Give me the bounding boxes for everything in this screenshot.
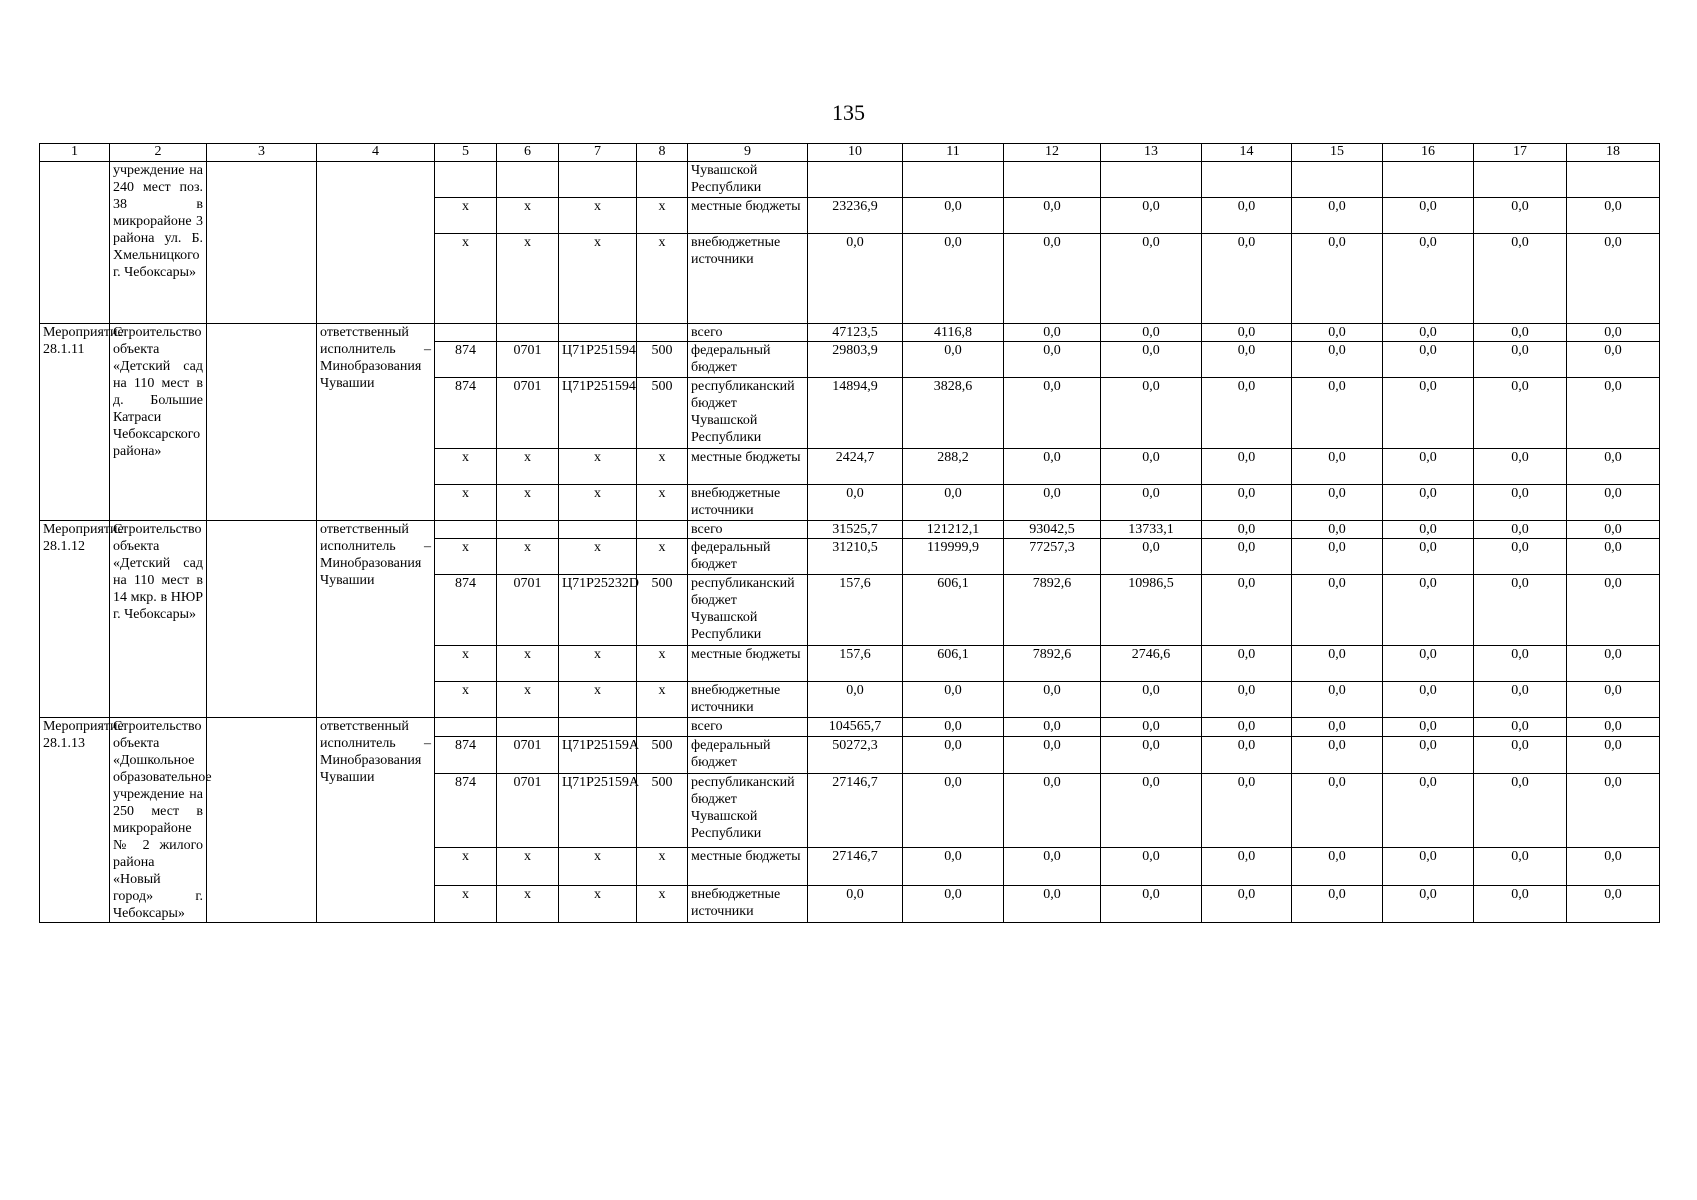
amount-cell: 0,0 [1474,682,1567,718]
kbk-admin-cell: х [435,485,497,521]
kbk-target-cell: х [559,485,637,521]
kbk-type-cell [637,162,688,198]
kbk-target-cell [559,718,637,737]
amount-cell: 0,0 [1474,774,1567,848]
measure-code-cell: Мероприятие 28.1.12 [40,521,110,718]
amount-cell: 0,0 [1202,736,1292,773]
kbk-target-cell: х [559,682,637,718]
amount-cell: 0,0 [1202,774,1292,848]
amount-cell: 0,0 [1383,521,1474,539]
kbk-admin-cell [435,324,497,342]
amount-cell: 0,0 [1474,485,1567,521]
responsible-cell [317,162,435,324]
amount-cell: 0,0 [1101,198,1202,234]
header-row [40,144,1660,162]
kbk-admin-cell: 874 [435,774,497,848]
amount-cell: 0,0 [1292,848,1383,885]
amount-cell: 50272,3 [808,736,903,773]
amount-cell [1474,162,1567,198]
column-header: 9 [688,144,808,162]
kbk-type-cell [637,521,688,539]
kbk-target-cell: Ц71Р25159А [559,774,637,848]
amount-cell: 77257,3 [1004,539,1101,575]
amount-cell: 0,0 [1474,342,1567,378]
kbk-section-cell: х [497,885,559,923]
amount-cell: 0,0 [1292,378,1383,449]
amount-cell: 0,0 [1383,885,1474,923]
page-number: 135 [832,100,865,125]
column-header: 17 [1474,144,1567,162]
funding-source-cell: республиканский бюджет Чувашской Республики [688,378,808,449]
amount-cell: 0,0 [1567,378,1660,449]
amount-cell: 0,0 [1004,234,1101,324]
amount-cell: 0,0 [1383,378,1474,449]
amount-cell: 4116,8 [903,324,1004,342]
amount-cell: 0,0 [903,718,1004,737]
kbk-type-cell: х [637,682,688,718]
amount-cell: 0,0 [1474,736,1567,773]
amount-cell: 0,0 [1383,646,1474,682]
amount-cell: 0,0 [1292,485,1383,521]
column-header: 11 [903,144,1004,162]
amount-cell: 157,6 [808,575,903,646]
amount-cell: 0,0 [903,848,1004,885]
kbk-type-cell: 500 [637,575,688,646]
kbk-target-cell: х [559,198,637,234]
column-header: 8 [637,144,688,162]
amount-cell: 0,0 [903,682,1004,718]
funding-source-cell: местные бюджеты [688,198,808,234]
kbk-section-cell: х [497,682,559,718]
responsible-cell: ответственный исполнитель – Минобразования Чувашии [317,718,435,923]
kbk-type-cell: х [637,848,688,885]
kbk-admin-cell: х [435,885,497,923]
kbk-admin-cell: х [435,539,497,575]
amount-cell: 14894,9 [808,378,903,449]
amount-cell: 3828,6 [903,378,1004,449]
table-row [40,718,1660,737]
kbk-section-cell: х [497,449,559,485]
amount-cell: 0,0 [808,682,903,718]
amount-cell: 7892,6 [1004,646,1101,682]
kbk-section-cell: х [497,485,559,521]
kbk-section-cell: х [497,646,559,682]
measure-description-cell: Строительство объекта «Детский сад на 110 мест в 14 мкр. в НЮР г. Чебоксары» [110,521,207,718]
amount-cell: 0,0 [1202,682,1292,718]
amount-cell: 0,0 [1101,378,1202,449]
amount-cell: 0,0 [1567,885,1660,923]
measure-description-cell: Строительство объекта «Дошкольное образовательное учреждение на 250 мест в микрорайоне № 2 жилого района «Новый город» г. Чебоксары» [110,718,207,923]
funding-source-cell: всего [688,521,808,539]
amount-cell: 0,0 [1202,449,1292,485]
amount-cell: 0,0 [1474,234,1567,324]
amount-cell: 0,0 [1567,539,1660,575]
amount-cell: 0,0 [903,736,1004,773]
amount-cell: 23236,9 [808,198,903,234]
funding-source-cell: федеральный бюджет [688,539,808,575]
funding-source-cell: Чувашской Республики [688,162,808,198]
column-header: 7 [559,144,637,162]
amount-cell: 0,0 [1567,736,1660,773]
amount-cell: 0,0 [1101,449,1202,485]
funding-source-cell: внебюджетные источники [688,682,808,718]
amount-cell: 0,0 [1474,575,1567,646]
measure-code-cell: Мероприятие 28.1.11 [40,324,110,521]
kbk-section-cell: 0701 [497,736,559,773]
measure-code-cell [40,162,110,324]
kbk-admin-cell: 874 [435,378,497,449]
kbk-section-cell [497,521,559,539]
amount-cell: 0,0 [1004,682,1101,718]
amount-cell: 0,0 [1383,575,1474,646]
amount-cell: 0,0 [1202,324,1292,342]
amount-cell: 0,0 [1101,539,1202,575]
column-header: 6 [497,144,559,162]
amount-cell: 13733,1 [1101,521,1202,539]
kbk-type-cell: х [637,198,688,234]
kbk-type-cell: х [637,485,688,521]
funding-source-cell: федеральный бюджет [688,342,808,378]
amount-cell: 0,0 [1383,342,1474,378]
amount-cell: 0,0 [1383,539,1474,575]
column-header: 1 [40,144,110,162]
kbk-admin-cell [435,718,497,737]
column-header: 4 [317,144,435,162]
kbk-target-cell [559,162,637,198]
amount-cell: 0,0 [1567,324,1660,342]
kbk-type-cell: х [637,234,688,324]
amount-cell: 0,0 [1101,718,1202,737]
column-header: 13 [1101,144,1202,162]
amount-cell: 0,0 [1101,485,1202,521]
column-header: 12 [1004,144,1101,162]
participant-cell [207,521,317,718]
amount-cell: 0,0 [1292,234,1383,324]
amount-cell: 0,0 [1567,521,1660,539]
amount-cell: 0,0 [903,485,1004,521]
amount-cell: 31210,5 [808,539,903,575]
kbk-type-cell: х [637,885,688,923]
funding-source-cell: всего [688,718,808,737]
responsible-cell: ответственный исполнитель – Минобразования Чувашии [317,521,435,718]
kbk-type-cell: 500 [637,342,688,378]
funding-source-cell: внебюджетные источники [688,234,808,324]
kbk-target-cell: Ц71Р251594 [559,378,637,449]
funding-source-cell: местные бюджеты [688,646,808,682]
kbk-type-cell [637,718,688,737]
amount-cell: 0,0 [1202,378,1292,449]
amount-cell: 119999,9 [903,539,1004,575]
amount-cell: 0,0 [1292,324,1383,342]
funding-source-cell: местные бюджеты [688,848,808,885]
amount-cell: 0,0 [1101,324,1202,342]
amount-cell: 0,0 [1567,449,1660,485]
amount-cell: 0,0 [1101,885,1202,923]
amount-cell: 0,0 [1004,449,1101,485]
amount-cell: 0,0 [1101,682,1202,718]
amount-cell [1004,162,1101,198]
amount-cell: 0,0 [1004,718,1101,737]
amount-cell: 0,0 [1292,539,1383,575]
amount-cell: 0,0 [1202,718,1292,737]
kbk-target-cell: х [559,539,637,575]
column-header: 14 [1202,144,1292,162]
kbk-section-cell: 0701 [497,342,559,378]
amount-cell: 0,0 [1101,774,1202,848]
amount-cell: 2424,7 [808,449,903,485]
amount-cell: 606,1 [903,575,1004,646]
amount-cell: 0,0 [1567,198,1660,234]
amount-cell: 0,0 [1383,774,1474,848]
amount-cell: 0,0 [1292,198,1383,234]
amount-cell [1202,162,1292,198]
amount-cell: 0,0 [1567,575,1660,646]
amount-cell: 0,0 [1202,521,1292,539]
amount-cell: 0,0 [1383,449,1474,485]
amount-cell: 0,0 [1567,646,1660,682]
kbk-target-cell: Ц71Р251594 [559,342,637,378]
amount-cell: 0,0 [1383,718,1474,737]
amount-cell: 27146,7 [808,774,903,848]
kbk-type-cell: 500 [637,774,688,848]
amount-cell: 0,0 [1292,342,1383,378]
amount-cell: 0,0 [1202,485,1292,521]
amount-cell: 0,0 [1383,682,1474,718]
amount-cell: 0,0 [1292,449,1383,485]
amount-cell: 0,0 [1202,198,1292,234]
amount-cell: 0,0 [1383,198,1474,234]
amount-cell: 0,0 [1567,234,1660,324]
kbk-admin-cell [435,162,497,198]
amount-cell: 0,0 [1292,718,1383,737]
amount-cell: 0,0 [1004,342,1101,378]
amount-cell: 0,0 [1383,736,1474,773]
amount-cell: 0,0 [1474,198,1567,234]
kbk-type-cell: х [637,646,688,682]
amount-cell: 606,1 [903,646,1004,682]
amount-cell: 0,0 [1202,646,1292,682]
amount-cell: 0,0 [1474,718,1567,737]
amount-cell: 0,0 [1292,646,1383,682]
measure-description-cell: Строительство объекта «Детский сад на 110 мест в д. Большие Катраси Чебоксарского района» [110,324,207,521]
amount-cell: 0,0 [808,485,903,521]
funding-source-cell: республиканский бюджет Чувашской Республики [688,774,808,848]
table-row [40,521,1660,539]
amount-cell: 0,0 [1567,848,1660,885]
funding-source-cell: местные бюджеты [688,449,808,485]
kbk-section-cell: х [497,234,559,324]
funding-source-cell: всего [688,324,808,342]
measure-code-cell: Мероприятие 28.1.13 [40,718,110,923]
kbk-section-cell [497,324,559,342]
kbk-admin-cell: х [435,449,497,485]
kbk-target-cell: х [559,234,637,324]
amount-cell: 0,0 [903,342,1004,378]
kbk-type-cell: 500 [637,736,688,773]
amount-cell: 121212,1 [903,521,1004,539]
amount-cell: 2746,6 [1101,646,1202,682]
kbk-section-cell: 0701 [497,378,559,449]
column-header: 18 [1567,144,1660,162]
amount-cell: 0,0 [1004,485,1101,521]
column-header: 3 [207,144,317,162]
amount-cell: 0,0 [1474,449,1567,485]
amount-cell: 0,0 [1202,885,1292,923]
kbk-admin-cell: х [435,848,497,885]
amount-cell: 0,0 [1383,324,1474,342]
measure-description-cell: учреждение на 240 мест поз. 38 в микрорайоне 3 района ул. Б. Хмельницкого г. Чебоксары» [110,162,207,324]
amount-cell: 0,0 [1004,378,1101,449]
participant-cell [207,324,317,521]
amount-cell: 0,0 [1474,646,1567,682]
amount-cell: 0,0 [1101,848,1202,885]
amount-cell: 0,0 [1474,324,1567,342]
amount-cell: 0,0 [1004,324,1101,342]
amount-cell: 0,0 [1004,198,1101,234]
amount-cell: 0,0 [1101,234,1202,324]
amount-cell: 10986,5 [1101,575,1202,646]
kbk-admin-cell: х [435,198,497,234]
kbk-section-cell: х [497,848,559,885]
kbk-target-cell: х [559,646,637,682]
kbk-section-cell: 0701 [497,774,559,848]
amount-cell: 0,0 [1292,682,1383,718]
amount-cell: 0,0 [1292,521,1383,539]
amount-cell: 157,6 [808,646,903,682]
kbk-target-cell: Ц71Р25232D [559,575,637,646]
amount-cell: 0,0 [1101,736,1202,773]
amount-cell: 0,0 [1474,378,1567,449]
amount-cell: 0,0 [903,198,1004,234]
amount-cell: 7892,6 [1004,575,1101,646]
amount-cell [1567,162,1660,198]
amount-cell [1101,162,1202,198]
amount-cell: 0,0 [1567,342,1660,378]
amount-cell: 0,0 [1202,848,1292,885]
column-header: 15 [1292,144,1383,162]
column-header: 2 [110,144,207,162]
amount-cell: 0,0 [1101,342,1202,378]
amount-cell: 93042,5 [1004,521,1101,539]
amount-cell: 0,0 [1383,485,1474,521]
column-header: 16 [1383,144,1474,162]
amount-cell: 0,0 [1004,774,1101,848]
amount-cell: 0,0 [1004,848,1101,885]
amount-cell [903,162,1004,198]
column-header: 5 [435,144,497,162]
funding-source-cell: федеральный бюджет [688,736,808,773]
amount-cell: 29803,9 [808,342,903,378]
amount-cell: 0,0 [1202,234,1292,324]
table-row [40,324,1660,342]
amount-cell: 0,0 [1474,521,1567,539]
kbk-admin-cell [435,521,497,539]
amount-cell: 31525,7 [808,521,903,539]
budget-table [39,143,1660,923]
amount-cell: 0,0 [1292,885,1383,923]
kbk-admin-cell: 874 [435,575,497,646]
kbk-section-cell: х [497,539,559,575]
kbk-target-cell [559,324,637,342]
kbk-target-cell: х [559,449,637,485]
amount-cell: 0,0 [1383,848,1474,885]
amount-cell: 0,0 [903,234,1004,324]
amount-cell: 0,0 [808,234,903,324]
kbk-type-cell: 500 [637,378,688,449]
amount-cell: 0,0 [1567,485,1660,521]
amount-cell: 0,0 [1004,736,1101,773]
amount-cell [808,162,903,198]
kbk-target-cell: х [559,885,637,923]
kbk-target-cell: х [559,848,637,885]
participant-cell [207,718,317,923]
kbk-type-cell: х [637,539,688,575]
amount-cell: 0,0 [1292,575,1383,646]
amount-cell: 0,0 [1202,575,1292,646]
kbk-admin-cell: х [435,682,497,718]
amount-cell: 0,0 [1474,539,1567,575]
amount-cell: 0,0 [1567,718,1660,737]
amount-cell [1292,162,1383,198]
table-row [40,162,1660,198]
funding-source-cell: внебюджетные источники [688,885,808,923]
funding-source-cell: внебюджетные источники [688,485,808,521]
responsible-cell: ответственный исполнитель – Минобразования Чувашии [317,324,435,521]
amount-cell: 288,2 [903,449,1004,485]
amount-cell: 0,0 [1567,682,1660,718]
kbk-target-cell [559,521,637,539]
amount-cell: 104565,7 [808,718,903,737]
amount-cell: 0,0 [903,885,1004,923]
kbk-target-cell: Ц71Р25159А [559,736,637,773]
kbk-type-cell: х [637,449,688,485]
amount-cell: 0,0 [1202,342,1292,378]
amount-cell: 0,0 [808,885,903,923]
kbk-section-cell: х [497,198,559,234]
amount-cell: 0,0 [903,774,1004,848]
kbk-section-cell [497,718,559,737]
amount-cell: 0,0 [1474,848,1567,885]
kbk-section-cell: 0701 [497,575,559,646]
column-header: 10 [808,144,903,162]
participant-cell [207,162,317,324]
amount-cell [1383,162,1474,198]
amount-cell: 27146,7 [808,848,903,885]
kbk-admin-cell: 874 [435,736,497,773]
amount-cell: 0,0 [1383,234,1474,324]
kbk-admin-cell: 874 [435,342,497,378]
kbk-section-cell [497,162,559,198]
amount-cell: 0,0 [1474,885,1567,923]
kbk-admin-cell: х [435,646,497,682]
amount-cell: 47123,5 [808,324,903,342]
amount-cell: 0,0 [1202,539,1292,575]
amount-cell: 0,0 [1004,885,1101,923]
kbk-admin-cell: х [435,234,497,324]
amount-cell: 0,0 [1567,774,1660,848]
kbk-type-cell [637,324,688,342]
funding-source-cell: республиканский бюджет Чувашской Республики [688,575,808,646]
amount-cell: 0,0 [1292,736,1383,773]
amount-cell: 0,0 [1292,774,1383,848]
